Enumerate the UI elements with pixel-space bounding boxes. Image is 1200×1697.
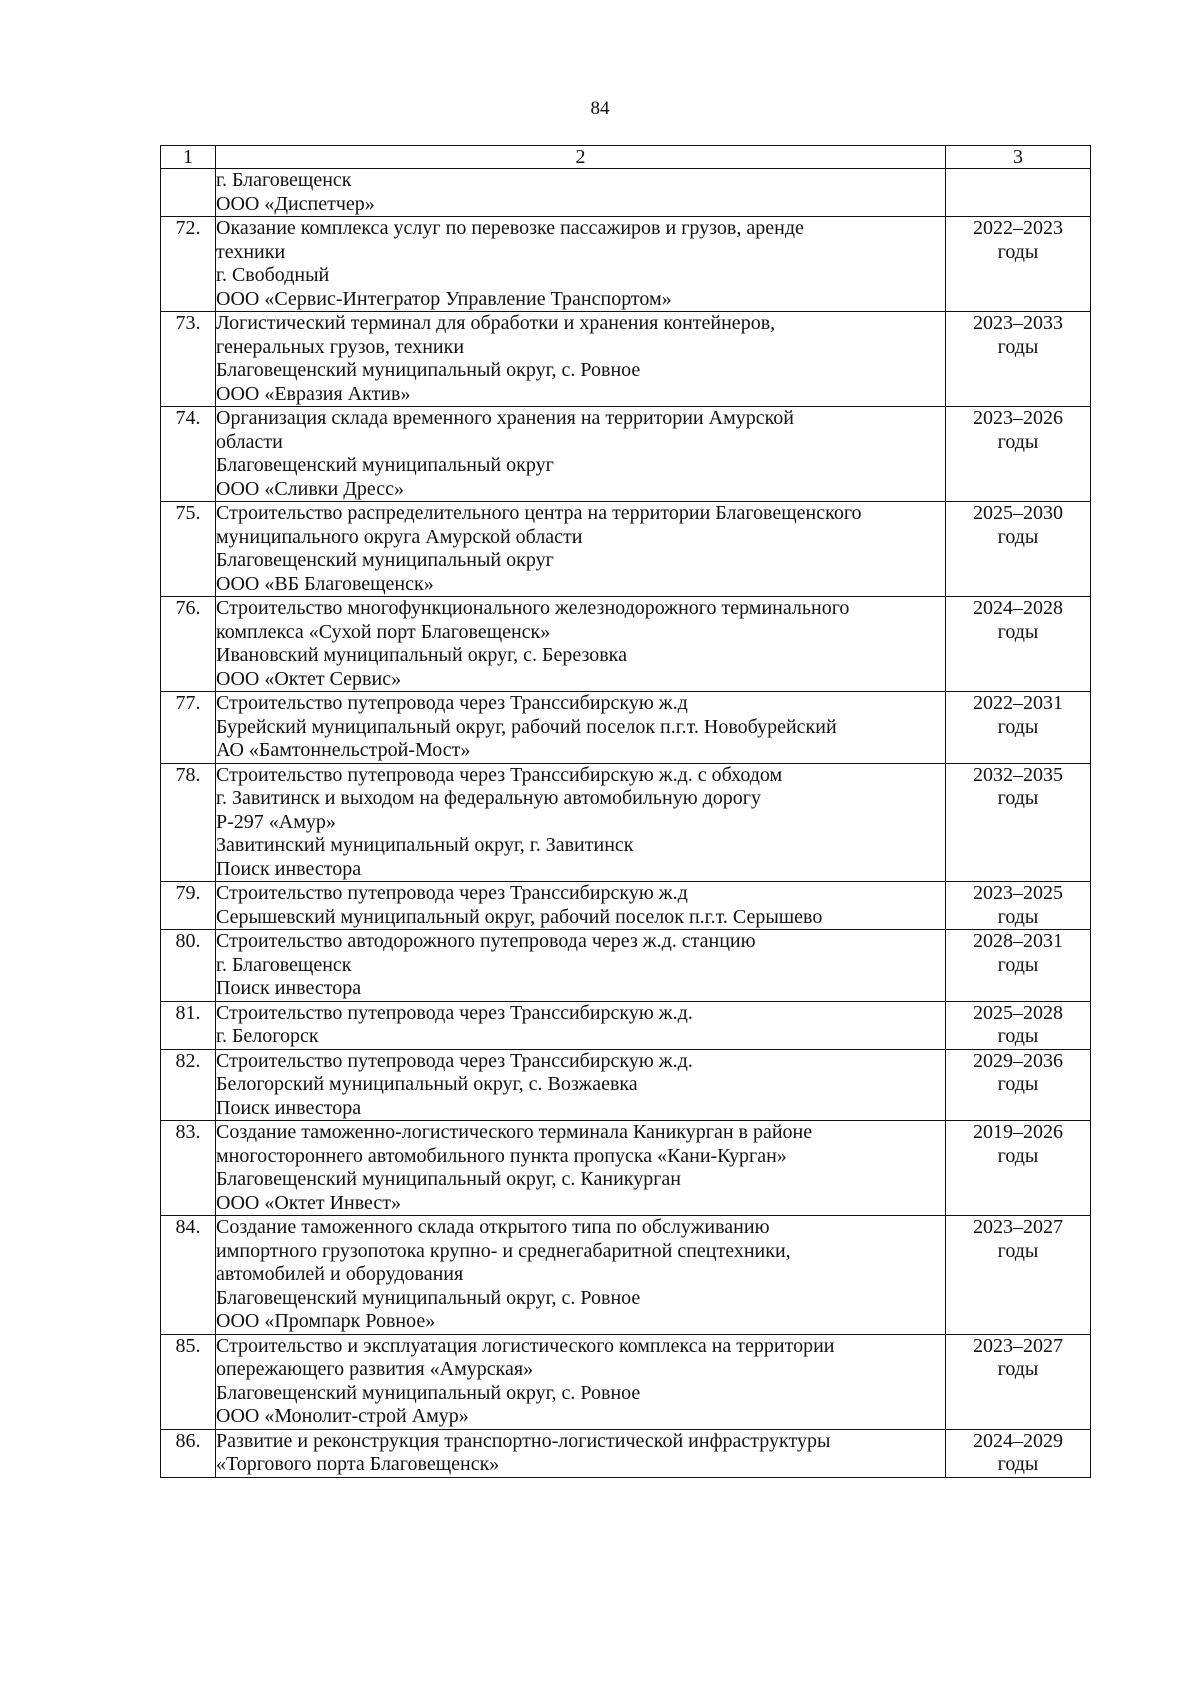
- table-header-row: [161, 146, 1091, 169]
- implementation-period: [946, 502, 1091, 597]
- table-row: [161, 169, 1091, 217]
- description-line: АО «Бамтоннельстрой-Мост»: [216, 739, 471, 761]
- description-line: Завитинский муниципальный округ, г. Завитинск: [216, 834, 634, 856]
- table-row: [161, 217, 1091, 312]
- period-range: 2022–2023: [973, 217, 1063, 239]
- description-line: Бурейский муниципальный округ, рабочий поселок п.г.т. Новобурейский: [216, 715, 837, 738]
- period-range: 2023–2025: [973, 882, 1063, 904]
- period-unit: годы: [997, 715, 1039, 738]
- project-description: [216, 407, 946, 502]
- period-unit: годы: [997, 1453, 1039, 1475]
- description-line: ООО «Диспетчер»: [216, 192, 375, 215]
- period-range: 2024–2029: [973, 1429, 1063, 1452]
- period-unit: годы: [997, 335, 1039, 358]
- description-line: многостороннего автомобильного пункта пропуска «Кани-Курган»: [216, 1144, 787, 1167]
- table-row: [161, 882, 1091, 930]
- period-range: 2023–2026: [973, 407, 1063, 429]
- description-line: г. Благовещенск: [216, 953, 352, 976]
- period-range: 2023–2033: [973, 312, 1063, 334]
- column-header-description: 2: [216, 146, 946, 169]
- column-header-years: 3: [946, 146, 1091, 169]
- implementation-period: [946, 1334, 1091, 1429]
- description-line: Ивановский муниципальный округ, с. Березовка: [216, 644, 627, 666]
- description-line: муниципального округа Амурской области: [216, 525, 583, 548]
- row-number: 74.: [161, 407, 216, 502]
- column-header-number: 1: [161, 146, 216, 169]
- period-unit: годы: [997, 1073, 1039, 1095]
- implementation-period: [946, 1429, 1091, 1477]
- description-line: автомобилей и оборудования: [216, 1263, 464, 1285]
- description-line: Строительство путепровода через Транссибирскую ж.д: [216, 692, 688, 714]
- table-row: [161, 312, 1091, 407]
- description-line: г. Завитинск и выходом на федеральную автомобильную дорогу: [216, 787, 762, 809]
- description-line: Благовещенский муниципальный округ: [216, 549, 554, 571]
- row-number: 79.: [161, 882, 216, 930]
- row-number: 86.: [161, 1429, 216, 1477]
- period-unit: годы: [997, 953, 1039, 976]
- period-range: 2022–2031: [973, 692, 1063, 714]
- project-description: [216, 169, 946, 217]
- project-description: [216, 502, 946, 597]
- table-row: [161, 1001, 1091, 1049]
- description-line: Развитие и реконструкция транспортно-логистической инфраструктуры: [216, 1429, 831, 1452]
- period-unit: годы: [997, 1358, 1039, 1380]
- implementation-period: [946, 1001, 1091, 1049]
- description-line: Благовещенский муниципальный округ, с. Ровное: [216, 1286, 641, 1309]
- table-row: [161, 692, 1091, 764]
- description-line: Логистический терминал для обработки и хранения контейнеров,: [216, 312, 776, 334]
- row-number: 76.: [161, 597, 216, 692]
- project-description: [216, 930, 946, 1002]
- table-row: [161, 407, 1091, 502]
- description-line: техники: [216, 240, 286, 263]
- implementation-period: [946, 882, 1091, 930]
- description-line: Организация склада временного хранения на территории Амурской: [216, 407, 795, 429]
- description-line: г. Благовещенск: [216, 169, 352, 191]
- row-number: 80.: [161, 930, 216, 1002]
- period-range: 2025–2030: [973, 502, 1063, 524]
- description-line: ООО «Сервис-Интегратор Управление Транспортом»: [216, 287, 672, 310]
- row-number: 83.: [161, 1121, 216, 1216]
- period-range: 2019–2026: [973, 1121, 1063, 1143]
- project-description: [216, 217, 946, 312]
- description-line: Благовещенский муниципальный округ, с. Каникурган: [216, 1168, 681, 1190]
- period-range: 2023–2027: [973, 1216, 1063, 1238]
- period-range: 2025–2028: [973, 1001, 1063, 1024]
- project-description: [216, 882, 946, 930]
- project-description: [216, 1049, 946, 1121]
- description-line: г. Свободный: [216, 264, 330, 286]
- description-line: Строительство автодорожного путепровода через ж.д. станцию: [216, 930, 756, 952]
- description-line: г. Белогорск: [216, 1025, 319, 1047]
- description-line: Строительство и эксплуатация логистического комплекса на территории: [216, 1334, 835, 1357]
- description-line: ООО «ВБ Благовещенск»: [216, 572, 434, 595]
- row-number: 84.: [161, 1216, 216, 1335]
- project-description: [216, 312, 946, 407]
- period-unit: годы: [997, 905, 1039, 928]
- period-range: 2023–2027: [973, 1334, 1063, 1357]
- description-line: Благовещенский муниципальный округ, с. Ровное: [216, 359, 641, 381]
- implementation-period: [946, 1049, 1091, 1121]
- description-line: ООО «Евразия Актив»: [216, 382, 411, 405]
- period-range: 2024–2028: [973, 597, 1063, 619]
- description-line: Оказание комплекса услуг по перевозке пассажиров и грузов, аренде: [216, 217, 804, 239]
- projects-table: [160, 145, 1091, 1478]
- period-unit: годы: [997, 787, 1039, 809]
- table-row: [161, 1216, 1091, 1335]
- description-line: Строительство путепровода через Транссибирскую ж.д: [216, 882, 688, 904]
- description-line: Благовещенский муниципальный округ: [216, 454, 554, 476]
- period-unit: годы: [997, 430, 1039, 453]
- description-line: ООО «Октет Инвест»: [216, 1191, 402, 1214]
- implementation-period: [946, 692, 1091, 764]
- description-line: Строительство многофункционального железнодорожного терминального: [216, 597, 850, 619]
- row-number: 73.: [161, 312, 216, 407]
- row-number: [161, 169, 216, 217]
- implementation-period: [946, 1121, 1091, 1216]
- row-number: 72.: [161, 217, 216, 312]
- project-description: [216, 692, 946, 764]
- description-line: Поиск инвестора: [216, 977, 362, 999]
- description-line: области: [216, 430, 283, 453]
- table-row: [161, 597, 1091, 692]
- implementation-period: [946, 169, 1091, 217]
- description-line: ООО «Сливки Дресс»: [216, 477, 404, 500]
- implementation-period: [946, 763, 1091, 882]
- table-row: [161, 930, 1091, 1002]
- description-line: Поиск инвестора: [216, 857, 362, 880]
- project-description: [216, 1334, 946, 1429]
- description-line: Благовещенский муниципальный округ, с. Ровное: [216, 1381, 641, 1404]
- description-line: «Торгового порта Благовещенск»: [216, 1453, 500, 1475]
- row-number: 77.: [161, 692, 216, 764]
- description-line: ООО «Октет Сервис»: [216, 667, 402, 690]
- row-number: 75.: [161, 502, 216, 597]
- period-range: 2029–2036: [973, 1049, 1063, 1072]
- period-range: 2028–2031: [973, 930, 1063, 952]
- table-row: [161, 763, 1091, 882]
- description-line: Поиск инвестора: [216, 1096, 362, 1119]
- description-line: Строительство путепровода через Транссибирскую ж.д.: [216, 1001, 693, 1024]
- project-description: [216, 1001, 946, 1049]
- row-number: 78.: [161, 763, 216, 882]
- description-line: импортного грузопотока крупно- и среднегабаритной спецтехники,: [216, 1239, 791, 1262]
- period-unit: годы: [997, 1025, 1039, 1047]
- description-line: Создание таможенно-логистического терминала Каникурган в районе: [216, 1121, 813, 1143]
- description-line: Серышевский муниципальный округ, рабочий поселок п.г.т. Серышево: [216, 905, 823, 928]
- description-line: опережающего развития «Амурская»: [216, 1358, 534, 1380]
- description-line: Белогорский муниципальный округ, с. Возжаевка: [216, 1073, 638, 1095]
- table-row: [161, 1121, 1091, 1216]
- description-line: Р-297 «Амур»: [216, 810, 336, 833]
- table-body: [161, 169, 1091, 1478]
- implementation-period: [946, 1216, 1091, 1335]
- description-line: Создание таможенного склада открытого типа по обслуживанию: [216, 1216, 770, 1238]
- implementation-period: [946, 930, 1091, 1002]
- project-description: [216, 1216, 946, 1335]
- implementation-period: [946, 597, 1091, 692]
- page-number: 84: [590, 98, 610, 119]
- table-row: [161, 1429, 1091, 1477]
- description-line: генеральных грузов, техники: [216, 335, 465, 358]
- project-description: [216, 1429, 946, 1477]
- description-line: комплекса «Сухой порт Благовещенск»: [216, 620, 551, 643]
- description-line: ООО «Промпарк Ровное»: [216, 1310, 436, 1332]
- table-row: [161, 1334, 1091, 1429]
- description-line: Строительство распределительного центра на территории Благовещенского: [216, 502, 862, 524]
- project-description: [216, 1121, 946, 1216]
- table-row: [161, 502, 1091, 597]
- description-line: ООО «Монолит-строй Амур»: [216, 1405, 469, 1427]
- implementation-period: [946, 407, 1091, 502]
- project-description: [216, 597, 946, 692]
- description-line: Строительство путепровода через Транссибирскую ж.д. с обходом: [216, 763, 783, 786]
- project-description: [216, 763, 946, 882]
- table-row: [161, 1049, 1091, 1121]
- implementation-period: [946, 217, 1091, 312]
- period-unit: годы: [997, 1239, 1039, 1262]
- period-range: 2032–2035: [973, 763, 1063, 786]
- implementation-period: [946, 312, 1091, 407]
- period-unit: годы: [997, 1144, 1039, 1167]
- row-number: 82.: [161, 1049, 216, 1121]
- description-line: Строительство путепровода через Транссибирскую ж.д.: [216, 1049, 693, 1072]
- period-unit: годы: [997, 620, 1039, 643]
- row-number: 85.: [161, 1334, 216, 1429]
- period-unit: годы: [997, 525, 1039, 548]
- period-unit: годы: [997, 240, 1039, 263]
- row-number: 81.: [161, 1001, 216, 1049]
